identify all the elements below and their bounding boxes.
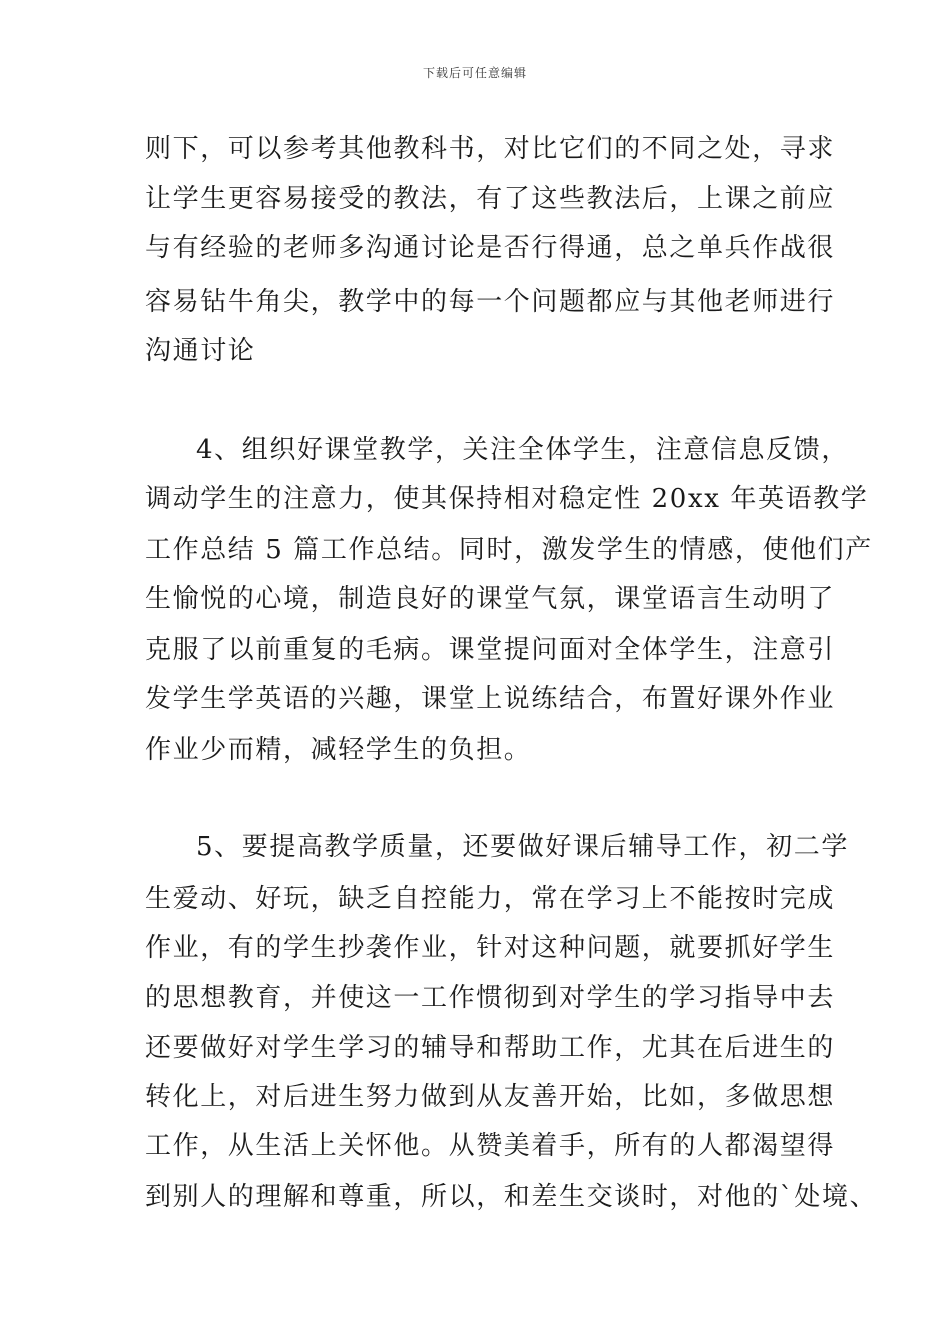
text-line: 转化上，对后进生努力做到从友善开始，比如，多做思想 <box>145 1082 836 1112</box>
text-line: 还要做好对学生学习的辅导和帮助工作，尤其在后进生的 <box>145 1033 836 1063</box>
text-line: 4、组织好课堂教学，关注全体学生，注意信息反馈， <box>196 435 849 465</box>
text-line: 与有经验的老师多沟通讨论是否行得通，总之单兵作战很 <box>145 233 836 263</box>
text-line: 到别人的理解和尊重，所以，和差生交谈时，对他的`处境、 <box>145 1182 878 1212</box>
text-line: 作业少而精，减轻学生的负担。 <box>145 735 532 765</box>
text-line: 让学生更容易接受的教法，有了这些教法后，上课之前应 <box>145 184 836 214</box>
text-line: 克服了以前重复的毛病。课堂提问面对全体学生，注意引 <box>145 635 836 665</box>
text-line: 工作总结 5 篇工作总结。同时，激发学生的情感，使他们产 <box>145 535 873 565</box>
text-line: 生愉悦的心境，制造良好的课堂气氛，课堂语言生动明了 <box>145 584 836 614</box>
page-header: 下载后可任意编辑 <box>422 66 527 80</box>
text-line: 发学生学英语的兴趣，课堂上说练结合，布置好课外作业 <box>145 684 836 714</box>
text-line: 容易钻牛角尖，教学中的每一个问题都应与其他老师进行 <box>145 287 836 317</box>
text-line: 生爱动、好玩，缺乏自控能力，常在学习上不能按时完成 <box>145 884 836 914</box>
text-line: 沟通讨论 <box>145 336 256 366</box>
text-line: 的思想教育，并使这一工作惯彻到对学生的学习指导中去 <box>145 983 836 1013</box>
text-line: 工作，从生活上关怀他。从赞美着手，所有的人都渴望得 <box>145 1131 836 1161</box>
text-line: 作业，有的学生抄袭作业，针对这种问题，就要抓好学生 <box>145 933 836 963</box>
text-line: 调动学生的注意力，使其保持相对稳定性 20xx 年英语教学 <box>145 484 869 514</box>
text-line: 5、要提高教学质量，还要做好课后辅导工作，初二学 <box>196 832 849 862</box>
text-line: 则下，可以参考其他教科书，对比它们的不同之处，寻求 <box>145 134 836 164</box>
